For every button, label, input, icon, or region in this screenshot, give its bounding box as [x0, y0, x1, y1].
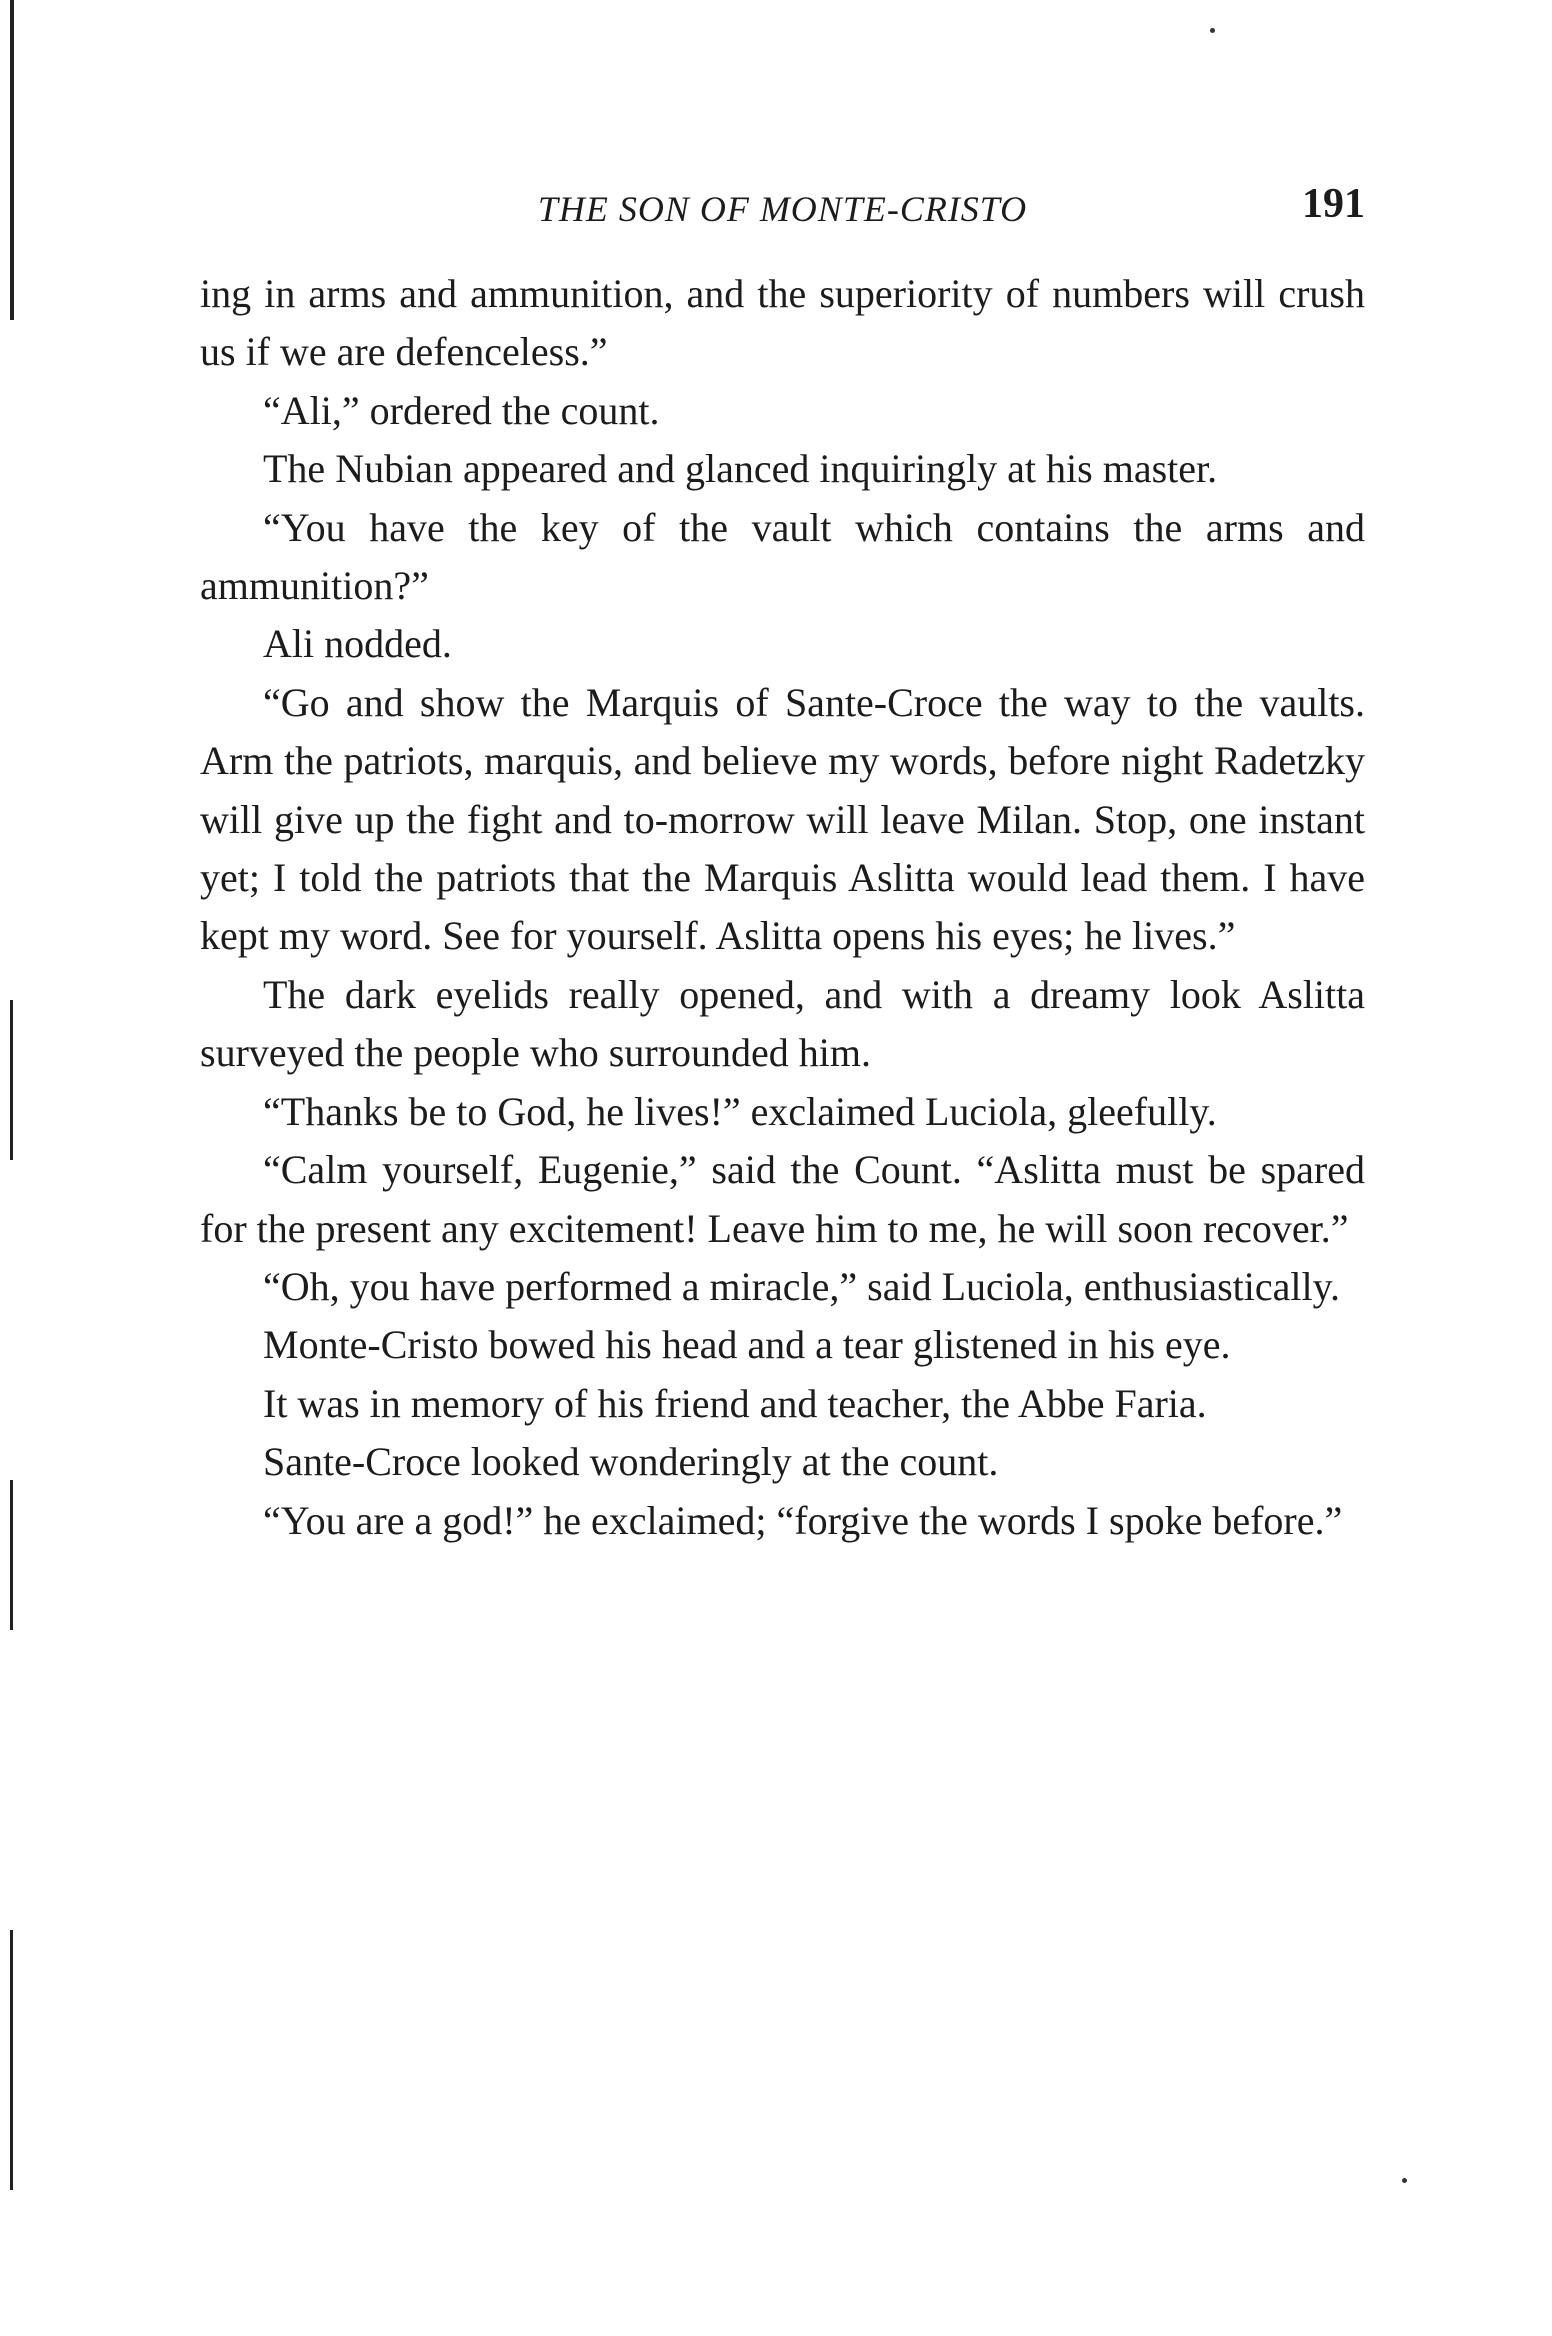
running-title: THE SON OF MONTE-CRISTO — [537, 189, 1028, 229]
paragraph: It was in memory of his friend and teacher, the Abbe Faria. — [263, 1380, 1207, 1426]
page-number: 191 — [1302, 181, 1365, 227]
binding-edge-line — [10, 0, 14, 320]
paragraph: “Ali,” ordered the count. — [263, 387, 660, 433]
paragraph: “Oh, you have performed a miracle,” said Luciola, enthusiastically. — [263, 1263, 1340, 1309]
binding-edge-line — [10, 1480, 13, 1630]
paragraph: The Nubian appeared and glanced inquiringly at his master. — [263, 446, 1218, 492]
binding-edge-line — [10, 1930, 13, 2190]
paragraph: “Thanks be to God, he lives!” exclaimed Luciola, gleefully. — [263, 1088, 1217, 1134]
paragraph: Ali nodded. — [263, 621, 452, 667]
paragraph: “You have the key of the vault which contains the arms and ammunition?” — [200, 504, 1365, 609]
paragraph: “You are a god!” he exclaimed; “forgive the words I spoke before.” — [263, 1497, 1343, 1543]
paragraph: The dark eyelids really opened, and with a dreamy look Aslitta surveyed the people who surrounded him. — [200, 971, 1365, 1076]
paragraph: “Calm yourself, Eugenie,” said the Count. “Aslitta must be spared for the present any excitement! Leave him to me, he will soon recover.” — [200, 1147, 1365, 1251]
paragraph: “Go and show the Marquis of Sante-Croce the way to the vaults. Arm the patriots, marquis, and believe my words, before night Radetzky will give up the fight and to-morrow will leave Milan. Stop, one instant yet; I told the patriots that the Marquis Aslitta would lead them. I have kept my word. See for yourself. Aslitta opens his eyes; he lives.” — [200, 679, 1365, 959]
page-header — [200, 180, 1365, 240]
scan-speck — [1402, 2178, 1407, 2183]
body-text — [200, 265, 1365, 1550]
paragraph: Sante-Croce looked wonderingly at the count. — [263, 1439, 999, 1485]
paragraph: Monte-Cristo bowed his head and a tear glistened in his eye. — [263, 1322, 1231, 1368]
binding-edge-line — [10, 1000, 13, 1160]
paragraph: ing in arms and ammunition, and the superiority of numbers will crush us if we are defenceless.” — [200, 271, 1365, 375]
scan-speck — [1210, 28, 1215, 33]
